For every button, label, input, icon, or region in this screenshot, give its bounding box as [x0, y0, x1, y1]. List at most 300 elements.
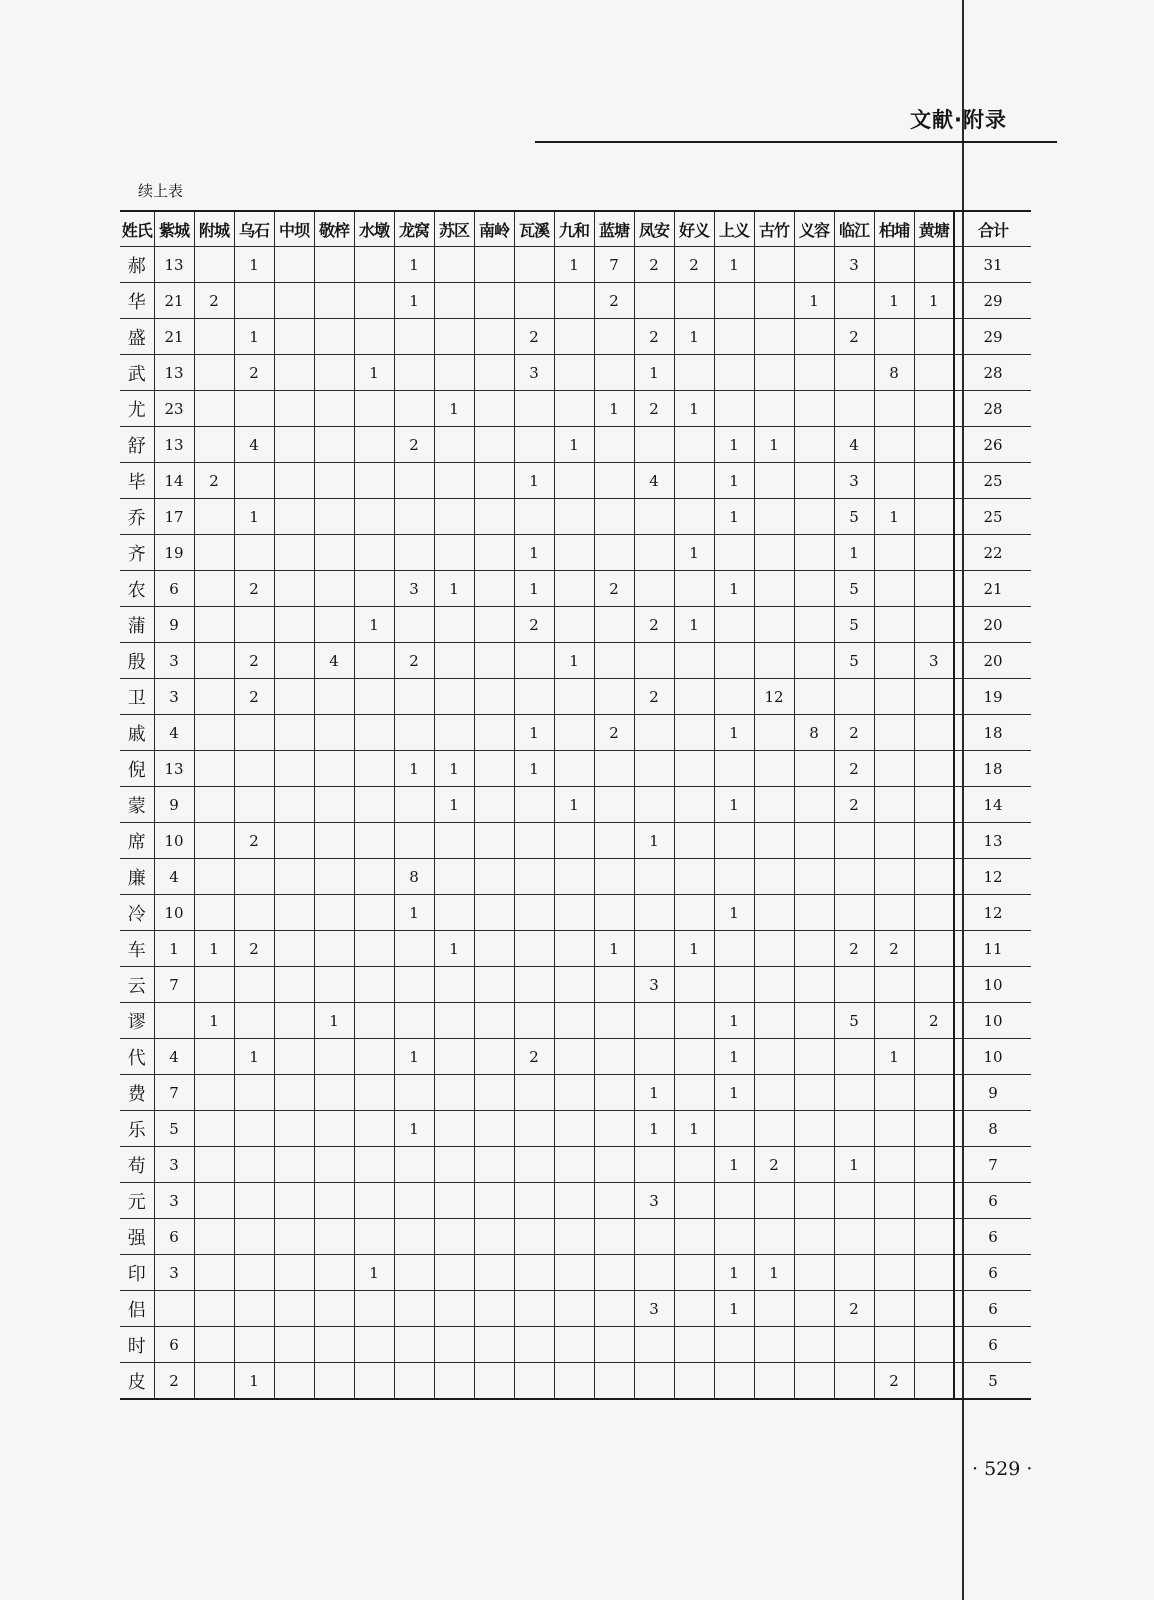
count-cell — [794, 571, 834, 607]
count-cell — [514, 1327, 554, 1363]
count-cell — [194, 247, 234, 283]
count-cell: 1 — [714, 571, 754, 607]
count-cell — [874, 1147, 914, 1183]
surname-cell: 盛 — [120, 319, 154, 355]
count-cell: 2 — [514, 1039, 554, 1075]
page-number: · 529 · — [972, 1458, 1033, 1480]
count-cell: 2 — [834, 1291, 874, 1327]
count-cell — [194, 967, 234, 1003]
count-cell — [674, 1183, 714, 1219]
count-cell — [514, 427, 554, 463]
count-cell — [714, 643, 754, 679]
count-cell — [634, 643, 674, 679]
count-cell — [834, 895, 874, 931]
count-cell — [434, 895, 474, 931]
count-cell: 1 — [514, 535, 554, 571]
count-cell: 7 — [154, 1075, 194, 1111]
count-cell: 2 — [874, 931, 914, 967]
count-cell — [794, 643, 834, 679]
total-cell: 6 — [954, 1291, 1031, 1327]
column-header: 临江 — [834, 211, 874, 247]
count-cell — [474, 499, 514, 535]
count-cell — [754, 355, 794, 391]
count-cell: 1 — [514, 715, 554, 751]
count-cell: 1 — [754, 427, 794, 463]
count-cell — [434, 1039, 474, 1075]
count-cell — [554, 355, 594, 391]
count-cell — [794, 787, 834, 823]
count-cell — [314, 895, 354, 931]
count-cell — [874, 1327, 914, 1363]
count-cell — [554, 391, 594, 427]
total-cell: 21 — [954, 571, 1031, 607]
count-cell — [914, 1039, 954, 1075]
count-cell: 2 — [634, 607, 674, 643]
count-cell: 6 — [154, 1219, 194, 1255]
count-cell — [354, 967, 394, 1003]
count-cell — [434, 1363, 474, 1400]
count-cell — [914, 427, 954, 463]
count-cell — [274, 607, 314, 643]
count-cell — [434, 283, 474, 319]
count-cell — [274, 427, 314, 463]
surname-cell: 云 — [120, 967, 154, 1003]
surname-cell: 代 — [120, 1039, 154, 1075]
count-cell: 2 — [634, 679, 674, 715]
count-cell: 1 — [674, 931, 714, 967]
table-row — [120, 427, 1031, 463]
count-cell — [794, 1075, 834, 1111]
count-cell — [314, 1147, 354, 1183]
count-cell: 5 — [154, 1111, 194, 1147]
count-cell — [514, 1075, 554, 1111]
count-cell — [394, 1003, 434, 1039]
count-cell — [634, 1363, 674, 1400]
count-cell — [634, 283, 674, 319]
count-cell: 1 — [714, 1075, 754, 1111]
count-cell — [554, 859, 594, 895]
count-cell — [354, 1147, 394, 1183]
count-cell — [354, 1183, 394, 1219]
count-cell — [874, 787, 914, 823]
count-cell — [314, 715, 354, 751]
count-cell — [554, 499, 594, 535]
count-cell — [594, 1183, 634, 1219]
count-cell — [394, 319, 434, 355]
count-cell — [314, 931, 354, 967]
count-cell — [794, 751, 834, 787]
count-cell — [834, 1183, 874, 1219]
count-cell — [474, 1219, 514, 1255]
table-row — [120, 679, 1031, 715]
count-cell — [274, 319, 314, 355]
count-cell: 2 — [634, 319, 674, 355]
count-cell — [914, 1183, 954, 1219]
count-cell: 2 — [674, 247, 714, 283]
count-cell — [194, 1183, 234, 1219]
count-cell — [194, 1039, 234, 1075]
count-cell — [594, 1327, 634, 1363]
count-cell — [354, 859, 394, 895]
count-cell — [474, 1363, 514, 1400]
count-cell — [554, 1327, 594, 1363]
count-cell — [674, 283, 714, 319]
count-cell — [234, 715, 274, 751]
count-cell — [514, 1291, 554, 1327]
count-cell — [634, 1219, 674, 1255]
count-cell — [514, 895, 554, 931]
count-cell: 1 — [514, 571, 554, 607]
count-cell — [514, 283, 554, 319]
count-cell — [874, 715, 914, 751]
count-cell — [194, 1219, 234, 1255]
count-cell — [354, 319, 394, 355]
column-header: 黄塘 — [914, 211, 954, 247]
count-cell — [914, 859, 954, 895]
count-cell — [514, 679, 554, 715]
count-cell — [834, 1219, 874, 1255]
count-cell — [674, 1255, 714, 1291]
count-cell: 1 — [394, 247, 434, 283]
count-cell — [474, 1039, 514, 1075]
total-cell: 6 — [954, 1255, 1031, 1291]
count-cell — [474, 679, 514, 715]
count-cell — [434, 643, 474, 679]
count-cell — [394, 607, 434, 643]
count-cell — [194, 427, 234, 463]
count-cell: 3 — [154, 679, 194, 715]
total-cell: 20 — [954, 643, 1031, 679]
count-cell — [554, 1147, 594, 1183]
count-cell: 1 — [674, 607, 714, 643]
total-cell: 28 — [954, 355, 1031, 391]
count-cell — [634, 1039, 674, 1075]
total-cell: 18 — [954, 715, 1031, 751]
count-cell: 1 — [434, 931, 474, 967]
count-cell — [634, 751, 674, 787]
count-cell — [754, 1219, 794, 1255]
count-cell — [594, 967, 634, 1003]
count-cell — [874, 1075, 914, 1111]
count-cell — [674, 787, 714, 823]
count-cell — [674, 751, 714, 787]
count-cell — [394, 679, 434, 715]
count-cell — [394, 1075, 434, 1111]
column-header: 龙窝 — [394, 211, 434, 247]
column-header: 苏区 — [434, 211, 474, 247]
count-cell — [474, 1183, 514, 1219]
count-cell: 10 — [154, 895, 194, 931]
count-cell: 1 — [354, 1255, 394, 1291]
count-cell — [234, 1147, 274, 1183]
count-cell — [754, 1075, 794, 1111]
count-cell — [314, 967, 354, 1003]
count-cell — [474, 859, 514, 895]
count-cell: 2 — [234, 679, 274, 715]
count-cell — [434, 715, 474, 751]
count-cell — [754, 787, 794, 823]
count-cell — [754, 895, 794, 931]
count-cell — [314, 787, 354, 823]
count-cell — [594, 895, 634, 931]
total-cell: 5 — [954, 1363, 1031, 1400]
count-cell — [674, 463, 714, 499]
count-cell — [874, 571, 914, 607]
count-cell: 1 — [434, 751, 474, 787]
count-cell — [514, 643, 554, 679]
count-cell — [874, 319, 914, 355]
count-cell — [754, 319, 794, 355]
count-cell — [914, 247, 954, 283]
count-cell — [474, 535, 514, 571]
count-cell — [234, 1003, 274, 1039]
count-cell: 1 — [554, 643, 594, 679]
surname-cell: 蒙 — [120, 787, 154, 823]
column-header: 乌石 — [234, 211, 274, 247]
count-cell — [834, 1255, 874, 1291]
count-cell: 1 — [434, 787, 474, 823]
count-cell — [794, 859, 834, 895]
count-cell: 1 — [634, 1075, 674, 1111]
count-cell: 9 — [154, 787, 194, 823]
count-cell: 1 — [394, 895, 434, 931]
count-cell — [674, 1291, 714, 1327]
surname-cell: 齐 — [120, 535, 154, 571]
count-cell — [794, 1255, 834, 1291]
count-cell: 3 — [634, 1291, 674, 1327]
count-cell — [754, 967, 794, 1003]
header-rule — [535, 141, 1057, 143]
count-cell — [274, 1363, 314, 1400]
count-cell — [594, 1075, 634, 1111]
count-cell: 1 — [714, 1147, 754, 1183]
count-cell — [274, 1039, 314, 1075]
count-cell — [794, 823, 834, 859]
count-cell — [274, 1183, 314, 1219]
count-cell — [314, 247, 354, 283]
table-row — [120, 1003, 1031, 1039]
surname-cell: 华 — [120, 283, 154, 319]
count-cell — [754, 571, 794, 607]
count-cell — [714, 1183, 754, 1219]
count-cell — [394, 715, 434, 751]
total-cell: 28 — [954, 391, 1031, 427]
count-cell — [234, 859, 274, 895]
count-cell — [514, 823, 554, 859]
count-cell — [834, 967, 874, 1003]
count-cell — [434, 1183, 474, 1219]
count-cell: 1 — [714, 787, 754, 823]
count-cell — [754, 1003, 794, 1039]
count-cell: 1 — [714, 427, 754, 463]
column-header: 瓦溪 — [514, 211, 554, 247]
count-cell — [274, 1003, 314, 1039]
surname-cell: 农 — [120, 571, 154, 607]
total-cell: 25 — [954, 463, 1031, 499]
column-header: 好义 — [674, 211, 714, 247]
count-cell: 1 — [234, 499, 274, 535]
count-cell — [234, 1183, 274, 1219]
count-cell — [794, 1291, 834, 1327]
count-cell: 2 — [634, 391, 674, 427]
count-cell — [314, 283, 354, 319]
count-cell — [394, 355, 434, 391]
count-cell — [794, 1147, 834, 1183]
count-cell: 4 — [314, 643, 354, 679]
surname-cell: 强 — [120, 1219, 154, 1255]
count-cell — [794, 679, 834, 715]
count-cell — [914, 319, 954, 355]
total-cell: 7 — [954, 1147, 1031, 1183]
count-cell: 1 — [194, 1003, 234, 1039]
table-row — [120, 247, 1031, 283]
count-cell — [314, 1327, 354, 1363]
count-cell — [754, 247, 794, 283]
count-cell — [234, 895, 274, 931]
count-cell — [474, 823, 514, 859]
table-row — [120, 319, 1031, 355]
count-cell: 1 — [354, 355, 394, 391]
count-cell — [634, 427, 674, 463]
count-cell — [914, 1219, 954, 1255]
count-cell — [354, 571, 394, 607]
count-cell — [354, 1363, 394, 1400]
total-cell: 26 — [954, 427, 1031, 463]
surname-cell: 舒 — [120, 427, 154, 463]
count-cell — [314, 607, 354, 643]
column-header: 九和 — [554, 211, 594, 247]
count-cell — [594, 427, 634, 463]
count-cell — [314, 751, 354, 787]
count-cell: 2 — [594, 283, 634, 319]
count-cell: 3 — [634, 967, 674, 1003]
count-cell — [914, 499, 954, 535]
total-cell: 6 — [954, 1219, 1031, 1255]
count-cell — [594, 823, 634, 859]
count-cell — [234, 1219, 274, 1255]
count-cell — [874, 859, 914, 895]
count-cell: 1 — [674, 535, 714, 571]
count-cell: 1 — [234, 247, 274, 283]
count-cell — [394, 391, 434, 427]
count-cell — [394, 1183, 434, 1219]
count-cell: 2 — [394, 643, 434, 679]
count-cell — [194, 391, 234, 427]
count-cell — [474, 427, 514, 463]
count-cell: 5 — [834, 607, 874, 643]
table-row — [120, 607, 1031, 643]
count-cell — [434, 499, 474, 535]
surname-cell: 时 — [120, 1327, 154, 1363]
count-cell — [354, 391, 394, 427]
count-cell — [274, 643, 314, 679]
count-cell: 1 — [434, 391, 474, 427]
count-cell — [354, 895, 394, 931]
count-cell: 2 — [194, 463, 234, 499]
count-cell — [594, 607, 634, 643]
count-cell — [274, 967, 314, 1003]
count-cell — [194, 679, 234, 715]
count-cell — [754, 463, 794, 499]
count-cell — [234, 751, 274, 787]
count-cell — [474, 787, 514, 823]
count-cell — [554, 1219, 594, 1255]
count-cell: 1 — [754, 1255, 794, 1291]
count-cell — [314, 679, 354, 715]
count-cell — [554, 1111, 594, 1147]
count-cell — [554, 283, 594, 319]
count-cell — [674, 643, 714, 679]
count-cell — [514, 859, 554, 895]
count-cell — [594, 859, 634, 895]
count-cell — [274, 247, 314, 283]
count-cell — [794, 1039, 834, 1075]
surname-cell: 元 — [120, 1183, 154, 1219]
count-cell: 1 — [914, 283, 954, 319]
count-cell: 19 — [154, 535, 194, 571]
count-cell — [194, 1111, 234, 1147]
total-cell: 12 — [954, 895, 1031, 931]
count-cell — [394, 787, 434, 823]
count-cell — [874, 607, 914, 643]
column-header: 合计 — [954, 211, 1031, 247]
count-cell: 1 — [834, 535, 874, 571]
count-cell — [434, 427, 474, 463]
count-cell — [794, 1003, 834, 1039]
total-cell: 12 — [954, 859, 1031, 895]
count-cell: 5 — [834, 499, 874, 535]
count-cell — [634, 1255, 674, 1291]
count-cell — [234, 1291, 274, 1327]
count-cell — [274, 679, 314, 715]
count-cell — [474, 319, 514, 355]
count-cell — [514, 1003, 554, 1039]
surname-cell: 郝 — [120, 247, 154, 283]
section-title: 文献·附录 — [910, 108, 1007, 132]
count-cell — [354, 1327, 394, 1363]
count-cell — [674, 1327, 714, 1363]
count-cell — [794, 355, 834, 391]
count-cell — [674, 1039, 714, 1075]
column-header: 蓝塘 — [594, 211, 634, 247]
count-cell: 7 — [594, 247, 634, 283]
count-cell — [874, 1219, 914, 1255]
table-row — [120, 1147, 1031, 1183]
count-cell: 3 — [154, 1147, 194, 1183]
count-cell: 1 — [834, 1147, 874, 1183]
count-cell — [554, 1003, 594, 1039]
count-cell — [394, 1219, 434, 1255]
count-cell — [834, 391, 874, 427]
count-cell — [434, 319, 474, 355]
count-cell: 13 — [154, 427, 194, 463]
count-cell — [634, 499, 674, 535]
count-cell — [554, 751, 594, 787]
surname-cell: 廉 — [120, 859, 154, 895]
surname-cell: 尤 — [120, 391, 154, 427]
count-cell: 6 — [154, 1327, 194, 1363]
surname-cell: 蒲 — [120, 607, 154, 643]
count-cell — [634, 787, 674, 823]
count-cell — [754, 931, 794, 967]
count-cell: 2 — [834, 751, 874, 787]
surname-cell: 倪 — [120, 751, 154, 787]
count-cell — [474, 463, 514, 499]
count-cell — [834, 1075, 874, 1111]
count-cell — [194, 355, 234, 391]
count-cell — [194, 1327, 234, 1363]
count-cell — [194, 643, 234, 679]
